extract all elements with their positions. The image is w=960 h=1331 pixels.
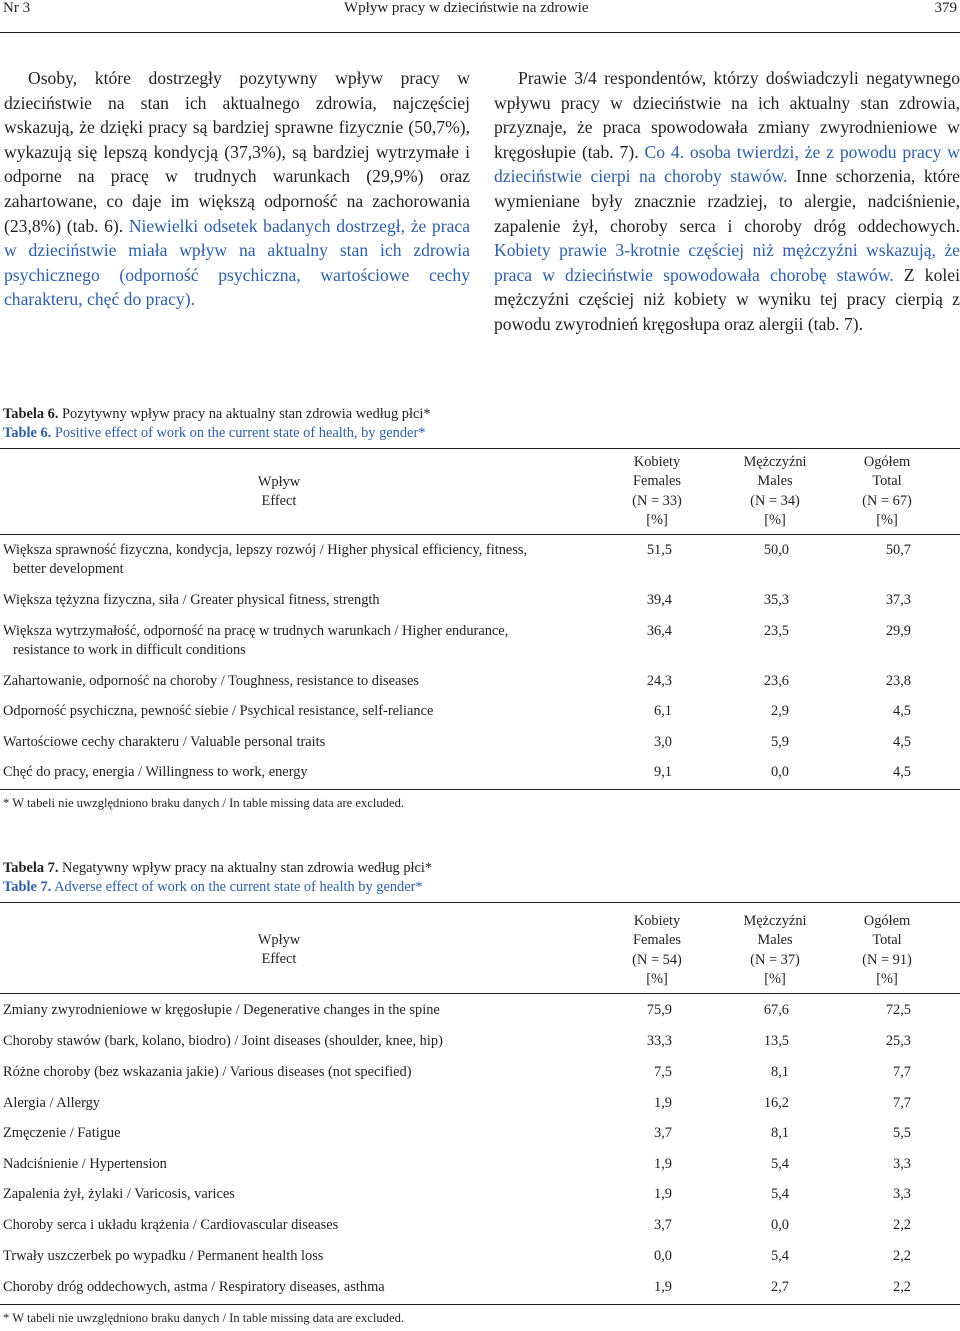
right-text-5: Z kolei mężczyźni częściej niż kobiety w wyniku tej pracy cierpią z powodu zwyrodnień kręgosłupa oraz alergii (tab. 7). xyxy=(494,264,960,334)
row-label: Alergia / Allergy xyxy=(3,1095,100,1111)
journal-number: Nr 3 xyxy=(3,0,31,16)
table-6 xyxy=(0,405,960,815)
value-males: 5,9 xyxy=(771,734,789,750)
value-males: 8,1 xyxy=(771,1064,789,1080)
row-label: Różne choroby (bez wskazania jakie) / Various diseases (not specified) xyxy=(3,1064,412,1080)
value-total: 23,8 xyxy=(885,673,911,689)
row-label: Choroby stawów (bark, kolano, biodro) / Joint diseases (shoulder, knee, hip) xyxy=(3,1033,443,1049)
value-females: 6,1 xyxy=(654,703,672,719)
value-males: 50,0 xyxy=(763,542,789,558)
table-6-top-rule xyxy=(0,448,960,449)
value-total: 3,3 xyxy=(893,1156,911,1172)
value-total: 2,2 xyxy=(893,1248,911,1264)
value-females: 9,1 xyxy=(654,764,672,780)
value-males: 5,4 xyxy=(771,1186,789,1202)
value-females: 1,9 xyxy=(654,1095,672,1111)
table-7 xyxy=(0,859,960,1331)
row-label: Zmiany zwyrodnieniowe w kręgosłupie / Degenerative changes in the spine xyxy=(3,1002,440,1018)
value-females: 7,5 xyxy=(654,1064,672,1080)
table-6-effect-header: Wpływ Effect xyxy=(257,474,301,510)
value-total: 37,3 xyxy=(885,592,911,608)
value-males: 16,2 xyxy=(763,1095,789,1111)
value-males: 5,4 xyxy=(771,1156,789,1172)
value-females: 3,0 xyxy=(654,734,672,750)
table-7-title-en: Table 7. Adverse effect of work on the current state of health by gender* xyxy=(3,879,423,895)
right-text-4: Kobiety prawie 3-krotnie częściej niż mężczyźni wskazują, że praca w dzieciństwie spowodowała chorobę stawów. xyxy=(494,240,960,285)
table-6-title-en: Table 6. Positive effect of work on the current state of health, by gender* xyxy=(3,425,426,441)
row-label: Wartościowe cechy charakteru / Valuable personal traits xyxy=(3,734,326,750)
value-total: 29,9 xyxy=(885,623,911,639)
value-females: 1,9 xyxy=(654,1279,672,1295)
value-males: 5,4 xyxy=(771,1248,789,1264)
row-label: Choroby serca i układu krążenia / Cardiovascular diseases xyxy=(3,1217,339,1233)
value-males: 0,0 xyxy=(771,764,789,780)
value-females: 1,9 xyxy=(654,1186,672,1202)
running-header xyxy=(0,0,960,33)
table-7-footnote: * W tabeli nie uwzględniono braku danych / In table missing data are excluded. xyxy=(3,1311,405,1325)
value-females: 1,9 xyxy=(654,1156,672,1172)
value-females: 24,3 xyxy=(646,673,672,689)
row-label: Choroby dróg oddechowych, astma / Respiratory diseases, asthma xyxy=(3,1279,385,1295)
value-females: 39,4 xyxy=(646,592,672,608)
value-males: 13,5 xyxy=(763,1033,789,1049)
left-text-1: Osoby, które dostrzegły pozytywny wpływ pracy w dzieciństwie na stan ich aktualnego zdrowia, najczęściej wskazują, że dzięki pracy są bardziej sprawne fizycznie (50,7%), wykazują się lepszą kondycją (37,3%), są bardziej wytrzymałe i odporne na pracę w trudnych warunkach (29,9%) oraz zahartowane, co daje im większą odporność na zachorowania (23,8%) (tab. 6). xyxy=(4,68,470,236)
value-total: 50,7 xyxy=(885,542,911,558)
value-total: 4,5 xyxy=(893,764,911,780)
value-total: 4,5 xyxy=(893,734,911,750)
value-males: 23,5 xyxy=(763,623,789,639)
row-label: Zahartowanie, odporność na choroby / Toughness, resistance to diseases xyxy=(3,673,419,689)
value-males: 8,1 xyxy=(771,1125,789,1141)
right-column xyxy=(494,66,960,337)
value-females: 75,9 xyxy=(646,1002,672,1018)
value-males: 0,0 xyxy=(771,1217,789,1233)
page-number: 379 xyxy=(934,0,957,16)
value-total: 7,7 xyxy=(893,1095,911,1111)
value-total: 25,3 xyxy=(885,1033,911,1049)
right-text-3: Inne schorzenia, które wymieniane były znacznie rzadziej, to alergie, nadciśnienie, zapalenie żył, choroby serca i choroby dróg oddechowych. xyxy=(494,166,960,236)
row-label: Większa tężyzna fizyczna, siła / Greater physical fitness, strength xyxy=(3,592,380,608)
table-7-title-pl: Tabela 7. Negatywny wpływ pracy na aktualny stan zdrowia według płci* xyxy=(3,860,433,876)
running-title: Wpływ pracy w dzieciństwie na zdrowie xyxy=(344,0,589,16)
row-label: Nadciśnienie / Hypertension xyxy=(3,1156,167,1172)
left-paragraph xyxy=(4,66,470,312)
table-6-col-total: Ogółem Total (N = 67) [%] xyxy=(862,454,912,529)
table-6-col-males: Mężczyźni Males (N = 34) [%] xyxy=(743,454,807,529)
row-label: Trwały uszczerbek po wypadku / Permanent health loss xyxy=(3,1248,324,1264)
header-rule xyxy=(0,32,960,33)
table-6-footnote: * W tabeli nie uwzględniono braku danych / In table missing data are excluded. xyxy=(3,796,405,810)
value-males: 23,6 xyxy=(763,673,789,689)
row-label: Chęć do pracy, energia / Willingness to work, energy xyxy=(3,764,308,780)
value-total: 2,2 xyxy=(893,1217,911,1233)
table-6-title-pl: Tabela 6. Pozytywny wpływ pracy na aktualny stan zdrowia według płci* xyxy=(3,406,431,422)
value-males: 2,7 xyxy=(771,1279,789,1295)
table-7-caption xyxy=(3,859,432,897)
value-males: 35,3 xyxy=(763,592,789,608)
table-7-bottom-rule xyxy=(0,1304,960,1305)
value-females: 36,4 xyxy=(646,623,672,639)
value-females: 33,3 xyxy=(646,1033,672,1049)
right-paragraph xyxy=(494,66,960,337)
row-label: Większa sprawność fizyczna, kondycja, lepszy rozwój / Higher physical efficiency, fitness, xyxy=(3,542,528,558)
value-females: 3,7 xyxy=(654,1125,672,1141)
value-total: 7,7 xyxy=(893,1064,911,1080)
table-7-col-males: Mężczyźni Males (N = 37) [%] xyxy=(743,913,807,988)
value-total: 2,2 xyxy=(893,1279,911,1295)
table-6-caption xyxy=(3,405,431,443)
value-males: 2,9 xyxy=(771,703,789,719)
table-7-col-total: Ogółem Total (N = 91) [%] xyxy=(862,913,912,988)
table-7-header-rule xyxy=(0,993,960,994)
row-label: Zapalenia żył, żylaki / Varicosis, varices xyxy=(3,1186,235,1202)
value-females: 51,5 xyxy=(646,542,672,558)
table-7-top-rule xyxy=(0,902,960,903)
value-females: 3,7 xyxy=(654,1217,672,1233)
value-total: 3,3 xyxy=(893,1186,911,1202)
value-total: 5,5 xyxy=(893,1125,911,1141)
value-females: 0,0 xyxy=(654,1248,672,1264)
value-males: 67,6 xyxy=(763,1002,789,1018)
right-text-2: Co 4. osoba twierdzi, że z powodu pracy w dzieciństwie cierpi na choroby stawów. xyxy=(494,141,960,187)
right-text-1: Prawie 3/4 respondentów, którzy doświadczyli negatywnego wpływu pracy w dzieciństwie na ich aktualny stan zdrowia, przyznaje, że praca spowodowała zmiany zwyrodnieniowe w kręgosłupie (tab. 7). xyxy=(494,68,960,162)
row-label: Odporność psychiczna, pewność siebie / Psychical resistance, self-reliance xyxy=(3,703,434,719)
value-total: 4,5 xyxy=(893,703,911,719)
value-total: 72,5 xyxy=(885,1002,911,1018)
table-7-effect-header: Wpływ Effect xyxy=(257,932,301,968)
table-6-bottom-rule xyxy=(0,789,960,790)
left-column xyxy=(4,66,470,312)
row-label-cont: better development xyxy=(13,561,124,578)
table-6-header-rule xyxy=(0,534,960,535)
row-label: Większa wytrzymałość, odporność na pracę w trudnych warunkach / Higher endurance, xyxy=(3,623,509,639)
row-label: Zmęczenie / Fatigue xyxy=(3,1125,121,1141)
table-7-col-females: Kobiety Females (N = 54) [%] xyxy=(632,913,682,988)
table-6-col-females: Kobiety Females (N = 33) [%] xyxy=(632,454,682,529)
left-text-2: Niewielki odsetek badanych dostrzegł, że praca w dzieciństwie miała wpływ na aktualny stan ich zdrowia psychicznego (odporność psychiczna, wartościowe cechy charakteru, chęć do pracy). xyxy=(4,215,471,310)
row-label-cont: resistance to work in difficult conditions xyxy=(13,642,246,659)
